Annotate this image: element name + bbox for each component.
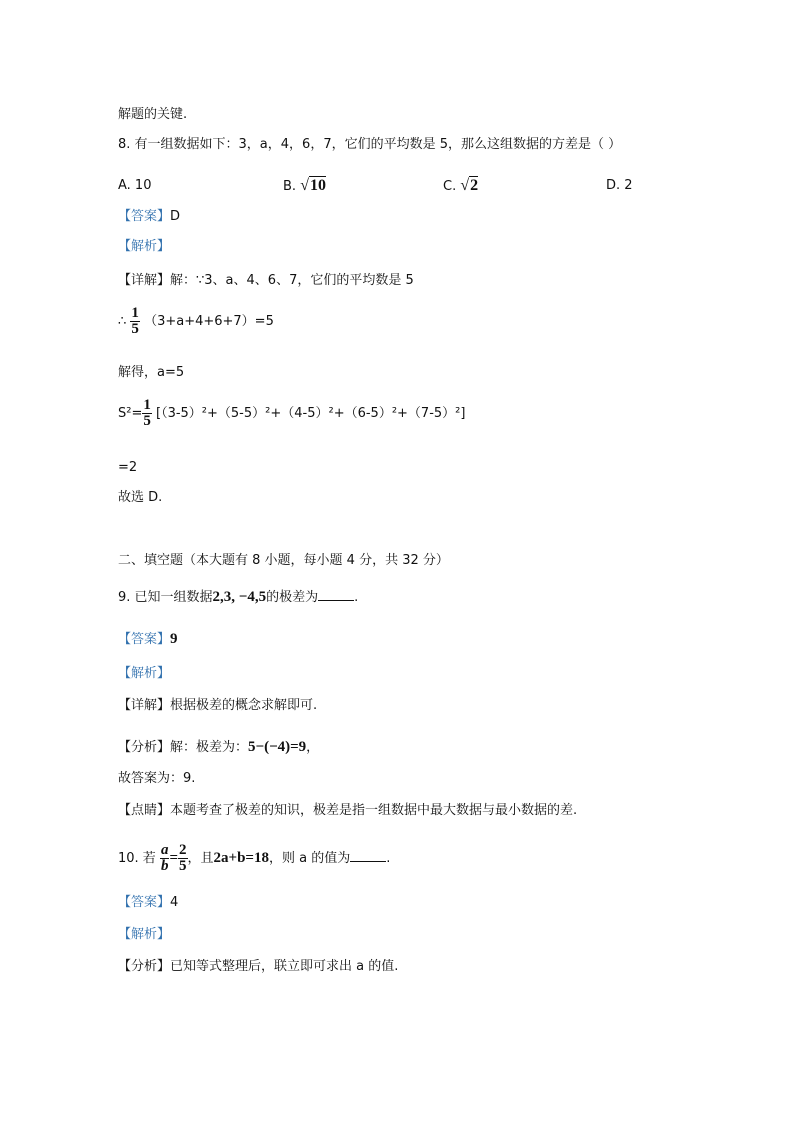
q10-answer-blank[interactable] (350, 849, 386, 862)
section-heading: 二、填空题（本大题有 8 小题，每小题 4 分，共 32 分） (118, 553, 449, 568)
fraction-numerator: 1 (131, 305, 139, 321)
q8-conclusion: 故选 D. (118, 490, 163, 505)
sqrt-icon: √10 (300, 177, 326, 194)
detail-tag: 【详解】 (118, 698, 171, 713)
fraction-one-fifth (130, 306, 140, 337)
q9-data: 2,3, −4,5 (212, 589, 267, 605)
sqrt-icon: √2 (460, 177, 479, 194)
fraction-numerator: 2 (179, 842, 187, 858)
fraction-numerator: 1 (143, 397, 151, 413)
answer-tag: 【答案】 (118, 895, 171, 910)
intro-text: 解题的关键. (118, 107, 188, 122)
q9-answer-value: 9 (170, 631, 178, 647)
q9-comment-text: 本题考查了极差的知识，极差是指一组数据中最大数据与最小数据的差. (170, 803, 578, 818)
answer-tag: 【答案】 (118, 209, 171, 224)
q8-detail-text: 解：∵3、a、4、6、7，它们的平均数是 5 (170, 273, 414, 288)
q8-option-b-label: B. (283, 179, 297, 194)
q8-stem: 8. 有一组数据如下：3，a，4，6，7，它们的平均数是 5，那么这组数据的方差是（ ） (118, 137, 622, 152)
variance-symbol: S²= (118, 406, 143, 421)
q8-step2: 解得，a=5 (118, 365, 185, 380)
q8-option-c (443, 177, 478, 196)
q9-analysis-prefix: 解：极差为： (170, 740, 249, 755)
fraction-two-fifths (178, 843, 188, 874)
q9-fill: 故答案为：9. (118, 771, 196, 786)
q10-analysis-tag: 【解析】 (118, 927, 171, 942)
q9-stem-prefix: 9. 已知一组数据 (118, 590, 213, 605)
fraction-denominator: b (160, 858, 169, 874)
q10-stem-end: . (386, 851, 391, 866)
q10-stem-suffix: ，则 a 的值为 (268, 851, 351, 866)
q9-detail (118, 697, 317, 715)
q8-option-b (283, 177, 326, 196)
fraction-denominator: 5 (179, 858, 187, 874)
q8-option-a: A. 10 (118, 178, 152, 193)
q8-analysis-tag: 【解析】 (118, 239, 171, 254)
q8-option-b-value: 10 (309, 177, 326, 194)
analysis-tag: 【分析】 (118, 740, 171, 755)
q8-answer (118, 208, 180, 226)
equals-sign: = (169, 850, 179, 866)
q8-step3-expression: [（3-5）²+（5-5）²+（4-5）²+（6-5）²+（7-5）²] (156, 406, 466, 421)
q10-analysis (118, 958, 398, 976)
q9-answer-blank[interactable] (318, 588, 354, 601)
q8-option-d: D. 2 (606, 178, 633, 193)
q10-stem-prefix: 10. 若 (118, 851, 156, 866)
q10-condition: 2a+b=18 (213, 850, 269, 866)
q9-detail-text: 根据极差的概念求解即可. (170, 698, 318, 713)
therefore-symbol: ∴ (118, 314, 127, 329)
detail-tag: 【详解】 (118, 273, 171, 288)
fraction-numerator: a (160, 842, 169, 858)
q10-stem (118, 843, 390, 874)
q9-analysis (118, 738, 319, 757)
q10-stem-middle: ，且 (187, 851, 214, 866)
q8-option-c-label: C. (443, 179, 457, 194)
q8-step4: =2 (118, 460, 138, 475)
q9-stem (118, 588, 358, 607)
q8-detail (118, 272, 414, 290)
fraction-denominator: 5 (131, 321, 139, 337)
fraction-one-fifth (142, 398, 152, 429)
q9-comment (118, 802, 577, 820)
comment-tag: 【点睛】 (118, 803, 171, 818)
q10-answer-value: 4 (170, 895, 179, 910)
q9-analysis-suffix: ， (306, 740, 320, 755)
q9-stem-end: . (354, 590, 359, 605)
q9-analysis-tag: 【解析】 (118, 666, 171, 681)
fraction-denominator: 5 (143, 413, 151, 429)
q8-step1 (118, 306, 274, 337)
q10-answer (118, 894, 178, 912)
q8-option-c-value: 2 (470, 177, 479, 194)
q8-step3 (118, 398, 465, 429)
answer-tag: 【答案】 (118, 632, 171, 647)
q9-answer (118, 630, 178, 649)
q10-analysis-text: 已知等式整理后，联立即可求出 a 的值. (170, 959, 399, 974)
q8-answer-value: D (170, 209, 181, 224)
q9-stem-suffix: 的极差为 (266, 590, 319, 605)
q8-step1-expression: （3+a+4+6+7）=5 (144, 314, 274, 329)
analysis-tag: 【分析】 (118, 959, 171, 974)
q9-range-formula: 5−(−4)=9 (248, 739, 307, 755)
